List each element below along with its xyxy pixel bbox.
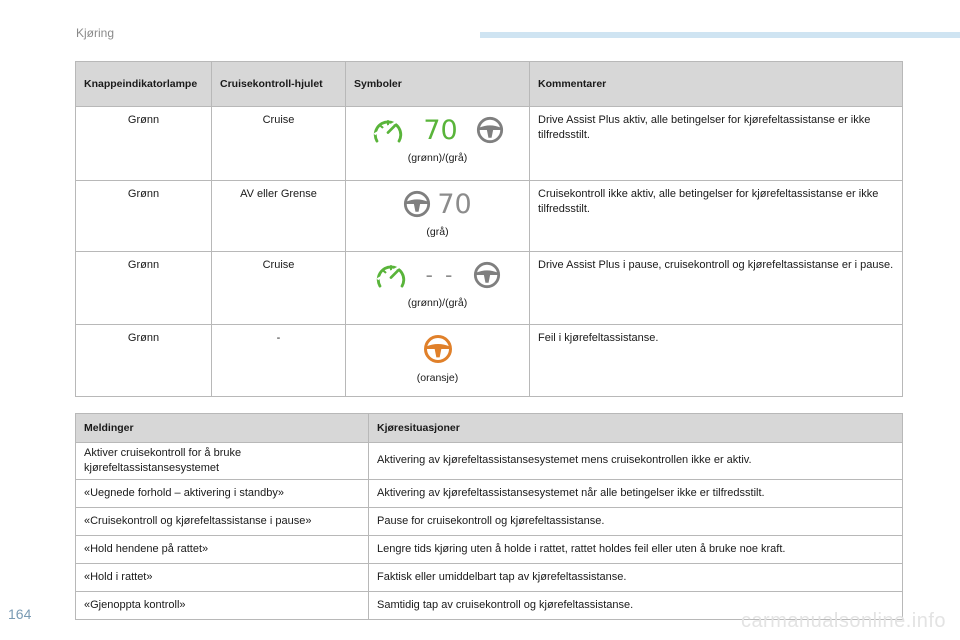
message-cell: «Hold hendene på rattet» — [76, 535, 369, 563]
symbol-cell — [346, 252, 530, 325]
comment-cell: Feil i kjørefeltassistanse. — [530, 325, 903, 397]
table-row — [76, 252, 903, 325]
message-cell: «Cruisekontroll og kjørefeltassistanse i pause» — [76, 507, 369, 535]
table-row — [76, 443, 903, 480]
symbol-caption: (grønn)/(grå) — [407, 297, 468, 309]
comment-cell: Drive Assist Plus i pause, cruisekontroll og kjørefeltassistanse er i pause. — [530, 252, 903, 325]
message-cell: Aktiver cruisekontroll for å bruke kjørefeltassistansesystemet — [76, 443, 369, 480]
wheel-cell: Cruise — [212, 252, 346, 325]
speedometer-icon — [371, 115, 405, 145]
symbol-cell — [346, 107, 530, 181]
table-row — [76, 107, 903, 181]
lamp-cell: Grønn — [76, 325, 212, 397]
message-cell: «Uegnede forhold – aktivering i standby» — [76, 479, 369, 507]
speed-value: 70 — [423, 114, 458, 146]
table-row — [76, 563, 903, 591]
page-number: 164 — [8, 606, 32, 622]
table-row — [76, 325, 903, 397]
speedometer-icon — [374, 260, 408, 290]
steering-wheel-icon — [476, 116, 504, 144]
lamp-cell: Grønn — [76, 181, 212, 252]
comment-cell: Cruisekontroll ikke aktiv, alle betingelser for kjørefeltassistanse er ikke tilfredsstilt. — [530, 181, 903, 252]
symbol-cell — [346, 181, 530, 252]
steering-wheel-icon — [423, 334, 453, 364]
table-row — [76, 479, 903, 507]
table-header-row — [76, 414, 903, 443]
speed-value: 70 — [437, 188, 472, 220]
table-row — [76, 507, 903, 535]
situation-cell: Samtidig tap av cruisekontroll og kjørefeltassistanse. — [369, 591, 903, 619]
messages-table — [75, 413, 903, 620]
situation-cell: Faktisk eller umiddelbart tap av kjørefeltassistanse. — [369, 563, 903, 591]
section-accent-bar — [480, 32, 960, 38]
lamp-cell: Grønn — [76, 107, 212, 181]
table-header-row — [76, 62, 903, 107]
message-cell: «Hold i rattet» — [76, 563, 369, 591]
wheel-cell: AV eller Grense — [212, 181, 346, 252]
column-header: Kommentarer — [530, 62, 903, 107]
column-header: Knappeindikatorlampe — [76, 62, 212, 107]
steering-wheel-icon — [403, 190, 431, 218]
table-row — [76, 535, 903, 563]
wheel-cell: Cruise — [212, 107, 346, 181]
comment-cell: Drive Assist Plus aktiv, alle betingelser for kjørefeltassistanse er ikke tilfredsstilt. — [530, 107, 903, 181]
situation-cell: Aktivering av kjørefeltassistansesystemet når alle betingelser ikke er tilfredsstilt. — [369, 479, 903, 507]
lamp-cell: Grønn — [76, 252, 212, 325]
column-header: Meldinger — [76, 414, 369, 443]
symbol-caption: (grønn)/(grå) — [407, 152, 468, 164]
symbol-caption: (grå) — [426, 226, 449, 238]
situation-cell: Pause for cruisekontroll og kjørefeltassistanse. — [369, 507, 903, 535]
situation-cell: Aktivering av kjørefeltassistansesystemet mens cruisekontrollen ikke er aktiv. — [369, 443, 903, 480]
indicator-table — [75, 61, 903, 397]
steering-wheel-icon — [473, 261, 501, 289]
table-row — [76, 181, 903, 252]
symbol-cell — [346, 325, 530, 397]
speed-value-dashes: - - — [425, 262, 456, 287]
section-title: Kjøring — [76, 26, 115, 40]
wheel-cell: - — [212, 325, 346, 397]
watermark: carmanualsonline.info — [740, 610, 946, 632]
column-header: Symboler — [346, 62, 530, 107]
situation-cell: Lengre tids kjøring uten å holde i rattet, rattet holdes feil eller uten å bruke noe kraft. — [369, 535, 903, 563]
symbol-caption: (oransje) — [416, 372, 459, 384]
message-cell: «Gjenoppta kontroll» — [76, 591, 369, 619]
column-header: Kjøresituasjoner — [369, 414, 903, 443]
column-header: Cruisekontroll-hjulet — [212, 62, 346, 107]
